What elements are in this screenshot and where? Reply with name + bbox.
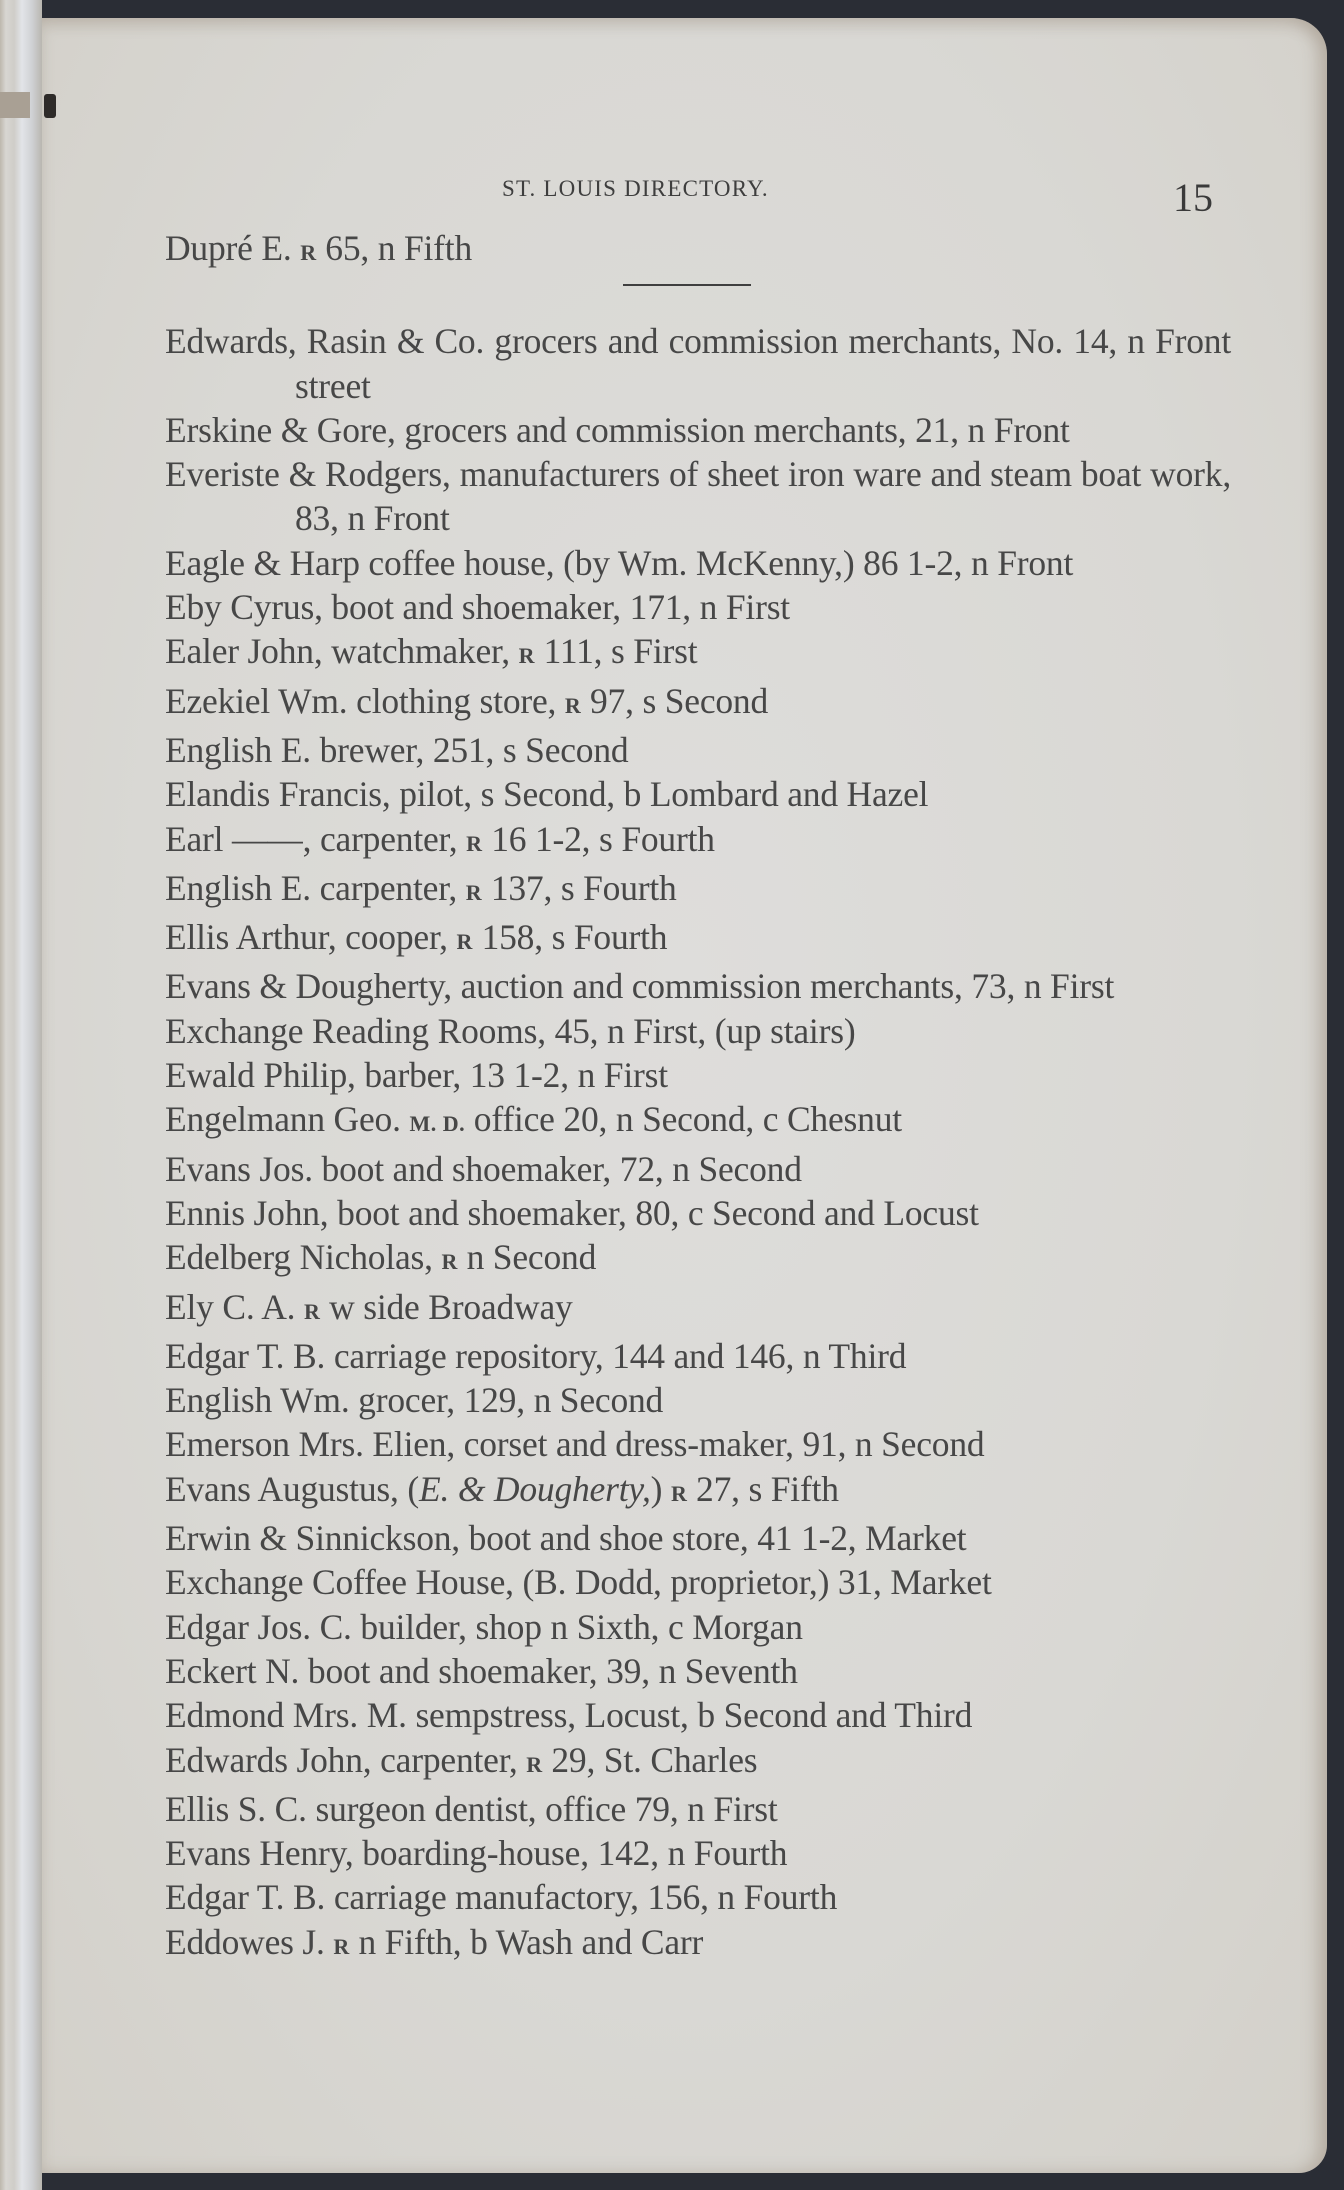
- entry-text: Ely C. A.: [165, 1286, 305, 1327]
- entry-text: 158, s Fourth: [472, 917, 668, 958]
- entry-text: Earl ——, carpenter,: [165, 818, 467, 859]
- directory-entry: [165, 1467, 1231, 1516]
- directory-entry: [165, 679, 1231, 728]
- directory-entry: [165, 728, 1231, 772]
- abbreviation: R: [304, 1298, 321, 1324]
- directory-entries: [165, 226, 1231, 1969]
- directory-entry: [165, 1378, 1231, 1422]
- binding-mark: [44, 94, 56, 118]
- entry-text: Eddowes J.: [165, 1921, 334, 1962]
- directory-entry: [165, 1605, 1231, 1649]
- entry-text: Ealer John, watchmaker,: [165, 631, 519, 672]
- abbreviation: R: [300, 240, 317, 265]
- entry-text: Evans & Dougherty, auction and commission merchants, 73, n First: [165, 966, 1115, 1007]
- entry-text: English E. carpenter,: [165, 867, 466, 908]
- directory-entry: [165, 1738, 1231, 1787]
- entry-text: n Fifth, b Wash and Carr: [349, 1921, 704, 1962]
- entry-text: 97, s Second: [581, 680, 769, 721]
- directory-entry: [165, 541, 1231, 585]
- abbreviation: M. D.: [409, 1111, 466, 1137]
- abbreviation: R: [526, 1751, 543, 1777]
- entry-text: Elandis Francis, pilot, s Second, b Lombard and Hazel: [165, 774, 929, 815]
- entry-text: Exchange Coffee House, (B. Dodd, proprietor,) 31, Market: [165, 1562, 992, 1603]
- entry-text: 29, St. Charles: [542, 1739, 758, 1780]
- directory-entry: [165, 1787, 1231, 1831]
- entry-text: English E. brewer, 251, s Second: [165, 729, 629, 770]
- directory-entry: [165, 1009, 1231, 1053]
- entry-text: Evans Jos. boot and shoemaker, 72, n Second: [165, 1148, 802, 1189]
- entry-text: Ezekiel Wm. clothing store,: [165, 680, 565, 721]
- abbreviation: R: [456, 929, 473, 955]
- entry-text: Evans Augustus, (: [165, 1468, 419, 1509]
- directory-entry: [165, 1516, 1231, 1560]
- directory-entry: [165, 817, 1231, 866]
- abbreviation: R: [441, 1249, 458, 1275]
- entry-text: 137, s Fourth: [482, 867, 677, 908]
- book-binding-strip: [0, 0, 42, 2190]
- entry-text: 111, s First: [534, 631, 698, 672]
- entry-text: Edmond Mrs. M. sempstress, Locust, b Second and Third: [165, 1695, 973, 1736]
- directory-entry: [165, 1875, 1231, 1919]
- directory-entry: [165, 1920, 1231, 1969]
- abbreviation: R: [466, 830, 483, 856]
- directory-entry: [165, 1285, 1231, 1334]
- entry-text: Engelmann Geo.: [165, 1099, 410, 1140]
- entry-text: 27, s Fifth: [687, 1468, 839, 1509]
- entry-text: Exchange Reading Rooms, 45, n First, (up stairs): [165, 1010, 856, 1051]
- directory-entry: [165, 1147, 1231, 1191]
- italic-text: E. & Dougherty,: [418, 1468, 651, 1509]
- directory-entry: [165, 1191, 1231, 1235]
- directory-entry: [165, 1693, 1231, 1737]
- entry-text: Eckert N. boot and shoemaker, 39, n Seventh: [165, 1650, 798, 1691]
- abbreviation: R: [465, 879, 483, 905]
- directory-entry: [165, 1053, 1231, 1097]
- entry-text: Erskine & Gore, grocers and commission merchants, 21, n Front: [165, 409, 1070, 450]
- directory-entry: [165, 1235, 1231, 1284]
- directory-entry: [165, 452, 1231, 541]
- entry-text: n Second: [457, 1237, 597, 1278]
- entry-text: Edgar T. B. carriage repository, 144 and 146, n Third: [165, 1335, 907, 1376]
- directory-entry: [165, 319, 1231, 408]
- directory-entry: [165, 1097, 1231, 1146]
- directory-entry: [165, 408, 1231, 452]
- abbreviation: R: [333, 1933, 350, 1959]
- directory-entry: [165, 964, 1231, 1008]
- directory-entry: [165, 1560, 1231, 1604]
- entry-text: 16 1-2, s Fourth: [482, 818, 715, 859]
- directory-entry: [165, 772, 1231, 816]
- entry-text: 65, n Fifth: [316, 228, 473, 268]
- entries-main-list: [165, 319, 1231, 1969]
- entry-text: Dupré E.: [165, 228, 301, 268]
- entry-text: Emerson Mrs. Elien, corset and dress-maker, 91, n Second: [165, 1424, 985, 1465]
- entry-text: Edwards John, carpenter,: [165, 1739, 527, 1780]
- directory-entry: [165, 915, 1231, 964]
- entry-text: Edgar Jos. C. builder, shop n Sixth, c Morgan: [165, 1606, 803, 1647]
- entry-text: Erwin & Sinnickson, boot and shoe store, 41 1-2, Market: [165, 1518, 967, 1559]
- directory-entry: [165, 629, 1231, 678]
- directory-entry: [165, 866, 1231, 915]
- entry-text: Eagle & Harp coffee house, (by Wm. McKenny,) 86 1-2, n Front: [165, 542, 1074, 583]
- running-title: ST. LOUIS DIRECTORY.: [502, 176, 769, 201]
- entry-text: ): [650, 1468, 671, 1509]
- entry-text: Edgar T. B. carriage manufactory, 156, n Fourth: [165, 1877, 838, 1918]
- entry-text: w side Broadway: [320, 1286, 573, 1327]
- entry-text: Ellis Arthur, cooper,: [165, 917, 457, 958]
- entry-text: Eby Cyrus, boot and shoemaker, 171, n First: [165, 587, 790, 628]
- entries-before-rule: [165, 226, 1231, 275]
- section-divider-rule: [623, 284, 751, 319]
- directory-entry: [165, 1831, 1231, 1875]
- entry-text: Ewald Philip, barber, 13 1-2, n First: [165, 1055, 668, 1096]
- abbreviation: R: [518, 643, 535, 669]
- directory-entry: [165, 585, 1231, 629]
- entry-text: office 20, n Second, c Chesnut: [465, 1099, 902, 1140]
- directory-entry: [165, 1334, 1231, 1378]
- book-page: [42, 18, 1327, 2173]
- page-number: 15: [1173, 175, 1213, 220]
- entry-text: Everiste & Rodgers, manufacturers of sheet iron ware and steam boat work, 83, n Front: [165, 454, 1231, 539]
- entry-text: Ellis S. C. surgeon dentist, office 79, n First: [165, 1788, 778, 1829]
- entry-text: Edelberg Nicholas,: [165, 1237, 442, 1278]
- abbreviation: R: [564, 692, 582, 718]
- directory-entry: [165, 1422, 1231, 1466]
- directory-entry: [165, 1649, 1231, 1693]
- abbreviation: R: [670, 1480, 688, 1506]
- entry-text: Evans Henry, boarding-house, 142, n Fourth: [165, 1833, 788, 1874]
- entry-text: Ennis John, boot and shoemaker, 80, c Second and Locust: [165, 1192, 979, 1233]
- entry-text: Edwards, Rasin & Co. grocers and commission merchants, No. 14, n Front street: [165, 321, 1231, 406]
- entry-text: English Wm. grocer, 129, n Second: [165, 1380, 664, 1421]
- binding-tab: [0, 92, 30, 118]
- directory-entry: [165, 226, 1231, 275]
